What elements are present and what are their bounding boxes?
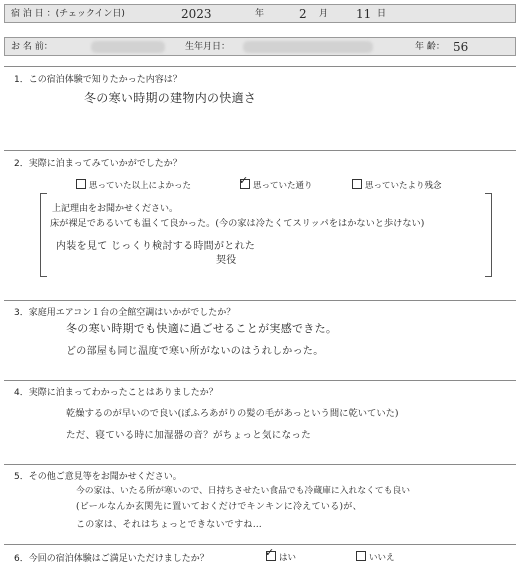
q2-option-3-checkbox[interactable]: [352, 179, 362, 189]
q6-no-checkbox[interactable]: [356, 551, 366, 561]
question-5-text: 5．その他ご意見等をお聞かせください。: [14, 472, 182, 482]
q2-option-2-checkbox[interactable]: [239, 174, 250, 189]
q6-option-yes[interactable]: [265, 546, 297, 563]
q3-line-2: どの部屋も同じ温度で寒い所がないのはうれしかった。: [66, 346, 324, 357]
question-6-text: 6．今回の宿泊体験はご満足いただけましたか？: [14, 554, 209, 564]
stay-day: 11: [356, 7, 372, 21]
question-1-section: [4, 66, 516, 151]
question-3-section: [4, 300, 516, 381]
question-2-text: 2．実際に泊まってみていかがでしたか？: [14, 159, 182, 169]
q2-option-2-label: 思っていた通り: [253, 181, 313, 191]
question-4-section: [4, 380, 516, 465]
stay-date-row: [4, 4, 516, 23]
q5-line-1: 今の家は、いたる所が寒いので、日持ちさせたい食品でも冷蔵庫に入れなくても良い: [76, 486, 411, 496]
q2-option-1-label: 思っていた以上によかった: [89, 181, 192, 191]
year-unit: 年: [255, 9, 265, 19]
question-4-text: 4．実際に泊まってわかったことはありましたか？: [14, 388, 218, 398]
q2-option-3-label: 思っていたより残念: [365, 181, 442, 191]
q2-option-3[interactable]: [352, 179, 442, 191]
question-1-text: 1．この宿泊体験で知りたかった内容は？: [14, 75, 182, 85]
month-unit: 月: [319, 9, 329, 19]
question-6-section: [4, 544, 516, 567]
q6-option-no[interactable]: [356, 551, 395, 563]
q6-yes-label: はい: [279, 553, 297, 563]
q2-option-2[interactable]: [239, 174, 313, 191]
name-row: [4, 37, 516, 56]
q2-reason-line-2: 内装を見て じっくり検討する時間がとれた: [56, 241, 256, 252]
age-label: 年 齢：: [415, 42, 445, 52]
reason-bracket-right: [485, 193, 492, 277]
name-redacted: [91, 41, 165, 53]
q2-reason-line-3: 契役: [216, 255, 237, 266]
stay-month: 2: [299, 7, 307, 21]
q4-line-1: 乾燥するのが早いので良い(ぼふろあがりの髪の毛があっという間に乾いていた): [66, 408, 399, 419]
q2-reason-box: [40, 193, 492, 275]
q4-line-2: ただ、寝ている時に加湿器の音？がちょっと気になった: [66, 430, 312, 441]
q6-yes-checkbox[interactable]: [265, 546, 276, 561]
birth-label: 生年月日：: [185, 42, 231, 52]
q5-line-2: (ビールなんか玄関先に置いておくだけでキンキンに冷えている)が、: [76, 502, 362, 512]
stay-year: 2023: [181, 7, 212, 21]
q5-line-3: この家は、それはちょっとできないですね…: [76, 520, 263, 530]
q2-option-1-checkbox[interactable]: [76, 179, 86, 189]
survey-form: [4, 4, 516, 566]
q2-option-1[interactable]: [76, 179, 191, 191]
answer-1-text: 冬の寒い時期の建物内の快適さ: [84, 91, 257, 105]
age-value: 56: [453, 40, 469, 54]
birthdate-redacted: [243, 41, 373, 53]
name-label: お 名 前：: [11, 42, 53, 52]
reason-bracket-left: [40, 193, 47, 277]
q3-line-1: 冬の寒い時期でも快適に過ごせることが実感できた。: [66, 322, 338, 335]
q2-reason-line-1: 床が裸足であるいても温くて良かった。(今の家は冷たくてスリッパをはかないと歩けない): [50, 218, 425, 229]
check-mark-icon: ✓: [265, 546, 275, 559]
q6-no-label: いいえ: [369, 553, 395, 563]
q2-reason-label: 上記理由をお聞かせください。: [52, 204, 179, 214]
question-3-text: 3．家庭用エアコン１台の全館空調はいかがでしたか？: [14, 308, 236, 318]
question-5-section: [4, 464, 516, 549]
day-unit: 日: [377, 9, 387, 19]
stay-date-label: 宿 泊 日 ：(チェックイン日): [11, 9, 125, 19]
check-mark-icon: ✓: [239, 174, 249, 187]
